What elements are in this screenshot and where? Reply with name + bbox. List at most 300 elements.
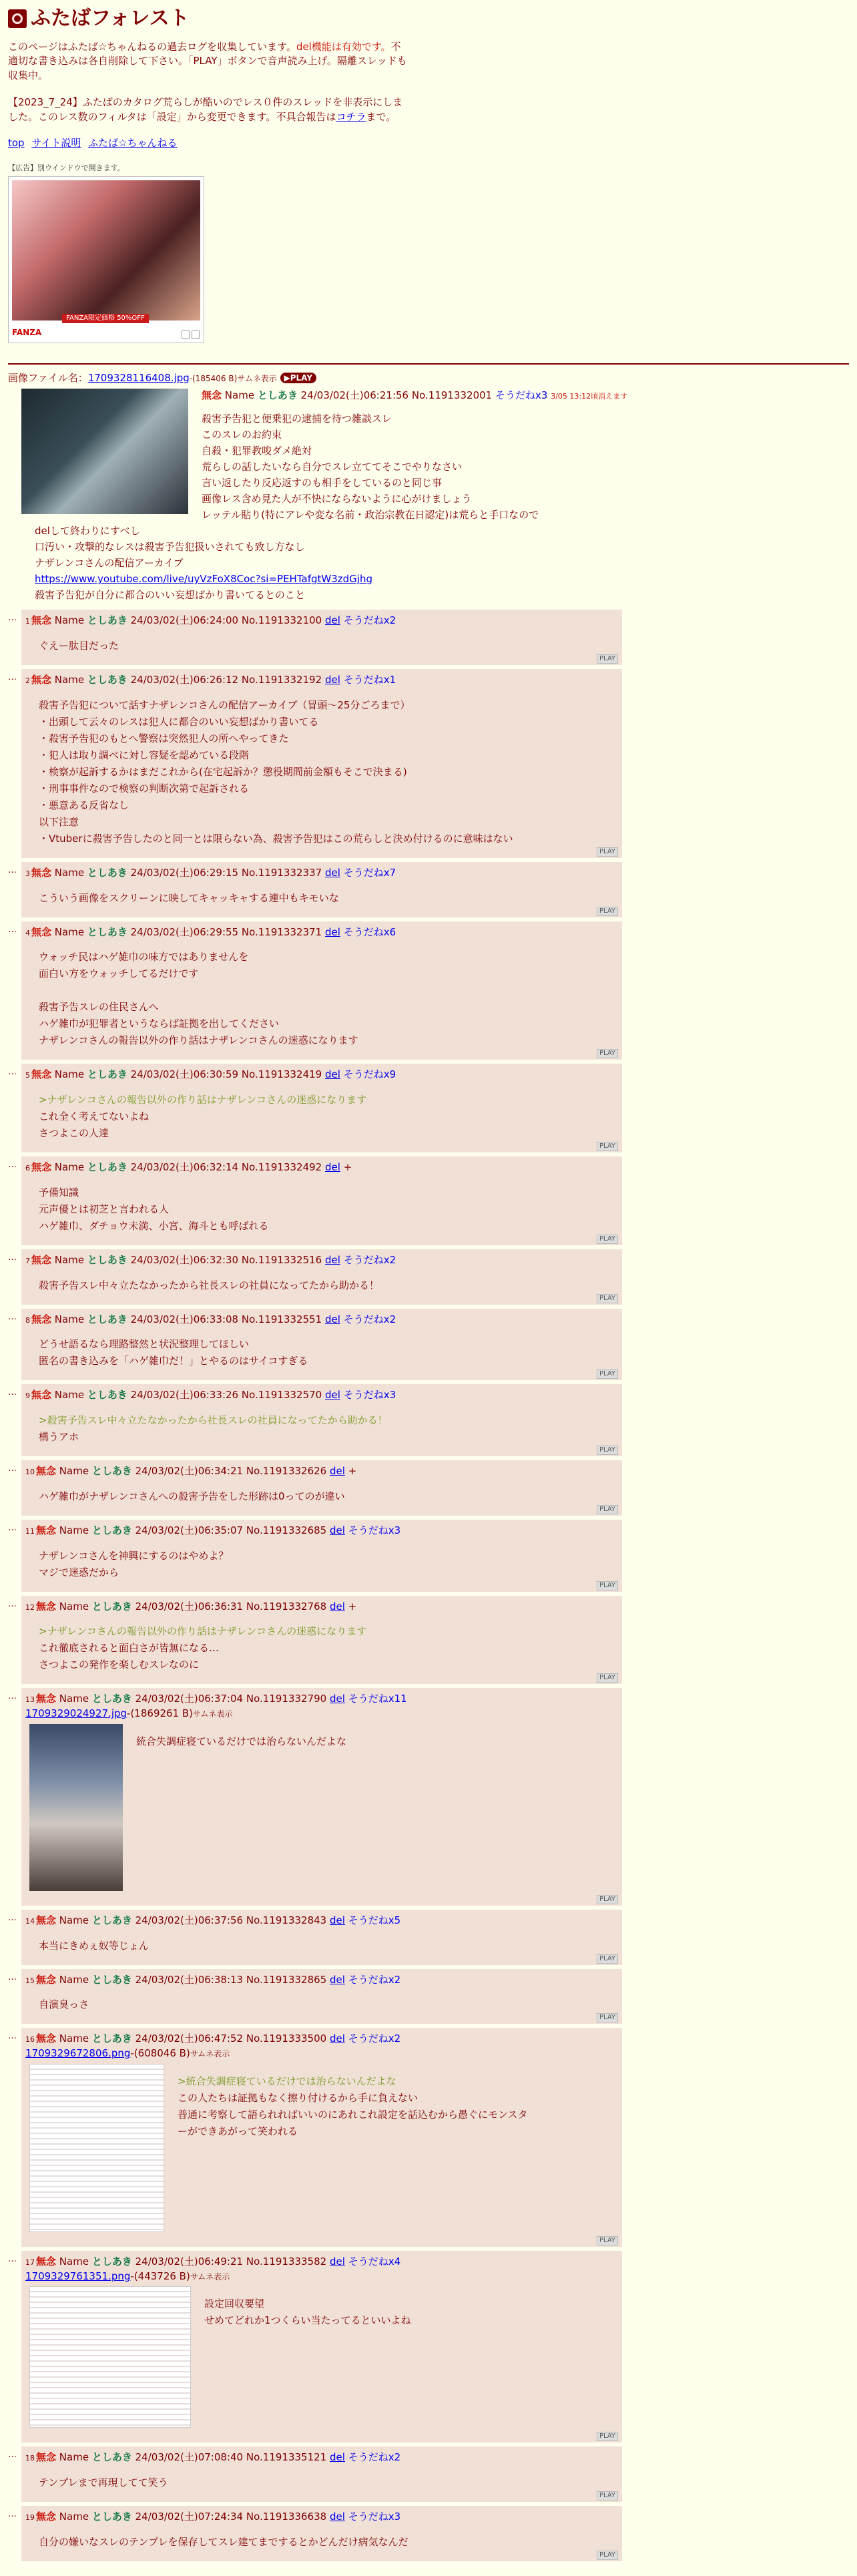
reply-body (39, 1623, 618, 1673)
reply-index: 10 (25, 1468, 35, 1477)
reply-line: 匿名の書き込みを「ハゲ雑巾だ！」とやるのはサイコすぎる (39, 1355, 308, 1367)
del-link[interactable]: del (325, 674, 340, 686)
reply-number[interactable]: No.1191332570 (241, 1389, 322, 1402)
reply-line: こういう画像をスクリーンに映してキャッキャする連中もキモいな (39, 891, 339, 904)
reply-line: 本当にきめぇ奴等じょん (39, 1939, 149, 1952)
reply-datetime: 24/03/02(土)06:29:15 (130, 866, 239, 879)
ad-image[interactable] (12, 180, 200, 320)
reply-dots: … (8, 1311, 17, 1322)
op-thumbnail[interactable] (21, 389, 188, 514)
reply (8, 1156, 849, 1245)
op-line: ナザレンコさんの配信アーカイブ (35, 557, 184, 570)
op-name-label: Name (224, 389, 255, 401)
reply-number[interactable]: No.1191332337 (241, 866, 322, 879)
reply-datetime: 24/03/02(土)06:36:31 (135, 1600, 244, 1613)
reply-name: としあき (91, 1693, 132, 1705)
reply-index: 5 (25, 1071, 30, 1080)
op-sodane[interactable]: そうだねx3 (495, 389, 548, 401)
reply-name: としあき (87, 1313, 127, 1325)
reply-thumbnail[interactable] (29, 2064, 164, 2232)
reply-line: >ナザレンコさんの報告以外の作り話はナザレンコさんの迷惑になります (39, 1625, 367, 1638)
op-body-rest (35, 523, 849, 603)
reply-datetime: 24/03/02(土)06:49:21 (135, 2255, 244, 2268)
reply-image-row (25, 1721, 618, 1895)
reply-index: 18 (25, 2454, 35, 2463)
nav-futaba-link[interactable]: ふたば☆ちゃんねる (88, 137, 178, 150)
reply-dots: … (8, 865, 17, 875)
ad-info-icon[interactable] (182, 331, 190, 339)
reply-index: 4 (25, 928, 30, 937)
reply-subject: 無念 (31, 1253, 52, 1266)
op-subject: 無念 (202, 389, 222, 401)
play-button[interactable]: PLAY (597, 1235, 618, 1244)
reply-box (21, 1384, 622, 1456)
reply-number[interactable]: No.1191332371 (241, 925, 322, 938)
reply-line: 設定回収要望 (204, 2298, 265, 2310)
reply-line: >ナザレンコさんの報告以外の作り話はナザレンコさんの迷惑になります (39, 1094, 367, 1106)
reply-number[interactable]: No.1191332551 (241, 1313, 322, 1325)
reply-line: ・検察が起訴するかはまだこれから(在宅起訴か？懲役期間前金額もそこで決まる) (39, 765, 407, 778)
sodane-button[interactable]: + (343, 1161, 352, 1174)
reply (8, 862, 849, 917)
reply-name-label: Name (54, 614, 85, 627)
reply-box (21, 1688, 622, 1906)
reply-header (25, 673, 618, 688)
sodane-button[interactable]: そうだねx3 (348, 1524, 401, 1536)
play-button[interactable]: PLAY (597, 1369, 618, 1379)
ad-close-icon[interactable] (192, 331, 200, 339)
reply-body (39, 949, 618, 1049)
reply-header (25, 2032, 618, 2047)
reply-name: としあき (91, 1914, 132, 1926)
del-link[interactable]: del (325, 1068, 340, 1081)
reply-subject: 無念 (31, 925, 52, 938)
reply-header (25, 2450, 618, 2465)
reply-dots: … (8, 1160, 17, 1170)
reply-line: ハゲ雑巾、ダチョウ未満、小宮、海斗とも呼ばれる (39, 1219, 269, 1232)
reply-body (136, 1733, 346, 1895)
reply-index: 12 (25, 1602, 35, 1612)
reply-dots: … (8, 1598, 17, 1609)
reply-subject: 無念 (31, 1161, 52, 1174)
play-button[interactable]: PLAY (597, 654, 618, 664)
sodane-button[interactable]: そうだねx2 (348, 2451, 401, 2464)
reply-datetime: 24/03/02(土)06:37:04 (135, 1693, 244, 1705)
reply (8, 2028, 849, 2247)
reply-header (25, 2510, 618, 2525)
reply-line: ーができあがって笑われる (178, 2125, 298, 2137)
reply-thumbnail[interactable] (29, 2286, 191, 2428)
reply-line: >殺害予告スレ中々立たなかったから社長スレの社員になってたから助かる！ (39, 1414, 388, 1427)
reply-line: ナザレンコさんの報告以外の作り話はナザレンコさんの迷惑になります (39, 1034, 358, 1047)
reply-subject: 無念 (31, 1068, 52, 1081)
reply-body (39, 697, 618, 847)
del-link[interactable]: del (330, 1524, 345, 1536)
reply-name-label: Name (59, 1465, 89, 1478)
reply-line: 以下注意 (39, 815, 79, 828)
reply-datetime: 24/03/02(土)06:35:07 (135, 1524, 244, 1536)
reply-thumb-note: サムネ表示 (193, 1709, 233, 1719)
ad-controls[interactable] (182, 331, 200, 339)
reply-name: としあき (91, 2511, 132, 2523)
sodane-button[interactable]: そうだねx2 (343, 1253, 396, 1266)
reply-line: ハゲ雑巾がナザレンコさんへの殺害予告をした形跡は0ってのが違い (39, 1490, 345, 1502)
reply-index: 15 (25, 1976, 35, 1985)
reply-line: ぐえー肽目だった (39, 640, 119, 652)
sodane-button[interactable]: そうだねx2 (343, 1313, 396, 1325)
reply-header (25, 866, 618, 881)
reply-line: 自演臭っさ (39, 1998, 89, 2011)
reply-line: 統合失調症寝ているだけでは治らないんだよな (136, 1735, 347, 1747)
reply-header (25, 925, 618, 940)
op-line: 言い返したり反応返すのも相手をしているのと同じ事 (202, 477, 443, 489)
reply-name: としあき (87, 925, 127, 938)
op-line: 荒らしの話したいなら自分でスレ立ててそこでやりなさい (202, 461, 463, 473)
reply-subject: 無念 (31, 614, 52, 627)
reply-line (39, 982, 618, 999)
sodane-button[interactable]: + (348, 1465, 357, 1478)
reply-name: としあき (87, 614, 127, 627)
reply-header (25, 1388, 618, 1403)
op-number[interactable]: No.1191332001 (411, 389, 493, 401)
op-expire: 3/05 13:12頃消えます (551, 391, 628, 401)
play-button[interactable]: PLAY (597, 1049, 618, 1058)
reply-index: 16 (25, 2035, 35, 2045)
reply-header (25, 1600, 618, 1615)
reply-image-row (25, 2284, 618, 2432)
reply-number[interactable]: No.1191332768 (246, 1600, 327, 1613)
sodane-button[interactable]: そうだねx3 (348, 2511, 401, 2523)
play-button[interactable]: PLAY (597, 2432, 618, 2441)
reply-datetime: 24/03/02(土)06:26:12 (130, 674, 239, 686)
sodane-button[interactable]: そうだねx7 (343, 866, 396, 879)
reply-number[interactable]: No.1191332790 (246, 1693, 327, 1705)
reply-line: ・出頭して云々のレスは犯人に都合のいい妄想ばかり書いてる (39, 715, 319, 728)
reply-body (39, 1488, 618, 1505)
site-header (8, 4, 849, 33)
play-button[interactable]: PLAY (597, 847, 618, 857)
reply-box (21, 1596, 622, 1685)
reply-number[interactable]: No.1191333500 (246, 2032, 327, 2045)
reply-header (25, 1068, 618, 1082)
reply-dots: … (8, 613, 17, 624)
op-datetime: 24/03/02(土)06:21:56 (300, 389, 409, 401)
site-title[interactable]: ふたばフォレスト (31, 7, 190, 30)
reply-dots: … (8, 1691, 17, 1702)
reply-number[interactable]: No.1191332100 (241, 614, 322, 627)
del-link[interactable]: del (325, 1161, 340, 1174)
reply-subject: 無念 (36, 1600, 57, 1613)
reply-header (25, 1914, 618, 1928)
reply-box (21, 2506, 622, 2561)
op-line: delして終わりにすべし (35, 525, 140, 538)
sodane-button[interactable]: そうだねx1 (343, 674, 396, 686)
reply-body (39, 1277, 618, 1294)
reply-datetime: 24/03/02(土)06:30:59 (130, 1068, 239, 1081)
reply-subject: 無念 (31, 1313, 52, 1325)
sodane-button[interactable]: そうだねx6 (343, 925, 396, 938)
reply-index: 3 (25, 869, 30, 878)
reply-name: としあき (87, 1389, 127, 1402)
reply-index: 13 (25, 1695, 35, 1705)
del-link[interactable]: del (325, 925, 340, 938)
op-file-line (8, 371, 849, 386)
del-link[interactable]: del (325, 866, 340, 879)
reply-line: この人たちは証拠もなく擦り付けるから手に負えない (178, 2091, 418, 2104)
sodane-button[interactable]: そうだねx5 (348, 1914, 401, 1926)
reply-line: 元声優とは初芝と言われる人 (39, 1203, 170, 1215)
reply-number[interactable]: No.1191332492 (241, 1161, 322, 1174)
reply-dots: … (8, 2031, 17, 2042)
del-link[interactable]: del (330, 1914, 345, 1926)
op-file-size: -(185406 B) (189, 373, 238, 383)
reply-name: としあき (91, 2451, 132, 2464)
reply-header (25, 1160, 618, 1175)
reply-index: 14 (25, 1916, 35, 1926)
reply-body (39, 1092, 618, 1142)
reply-datetime: 24/03/02(土)06:24:00 (130, 614, 239, 627)
reply-name-label: Name (59, 2511, 89, 2523)
ad-logo: FANZA (12, 327, 42, 337)
del-link[interactable]: del (325, 1313, 340, 1325)
site-intro (8, 40, 408, 125)
reply-box (21, 1249, 622, 1305)
reply-number[interactable]: No.1191336638 (246, 2511, 327, 2523)
reply-line: これ全く考えてないよね (39, 1110, 150, 1123)
reply-name-label: Name (54, 1313, 85, 1325)
reply-subject: 無念 (31, 1389, 52, 1402)
reply-line: 予備知識 (39, 1186, 79, 1199)
reply-dots: … (8, 1522, 17, 1533)
del-link[interactable]: del (330, 2451, 345, 2464)
play-button[interactable]: PLAY (597, 2491, 618, 2501)
reply-body (39, 890, 618, 907)
reply-line: >統合失調症寝ているだけでは治らないんだよな (178, 2075, 396, 2087)
reply-box (21, 1460, 622, 1516)
play-button[interactable]: PLAY (597, 1581, 618, 1590)
reply (8, 2251, 849, 2443)
reply-line: ナザレンコさんを神興にするのはやめよ？ (39, 1549, 229, 1562)
reply-number[interactable]: No.1191332419 (241, 1068, 322, 1081)
reply-name-label: Name (59, 1914, 89, 1926)
reply-body (39, 1185, 618, 1235)
reply-index: 19 (25, 2513, 35, 2523)
intro-del-text: del機能は有効です。 (296, 40, 391, 53)
del-link[interactable]: del (330, 1600, 345, 1613)
reply-list (8, 610, 849, 2561)
reply-name-label: Name (59, 1524, 89, 1536)
del-link[interactable]: del (325, 1389, 340, 1402)
reply-index: 17 (25, 2258, 35, 2267)
op-thumb-note: サムネ表示 (237, 373, 277, 383)
reply-line: 普通に考察して語られればいいのにあれこれ設定を話込むから愚ぐにモンスタ (178, 2108, 528, 2121)
op-post (8, 389, 849, 604)
play-button[interactable]: PLAY (597, 907, 618, 916)
reply-name: としあき (91, 1600, 132, 1613)
play-button[interactable]: PLAY (597, 1294, 618, 1303)
reply-index: 6 (25, 1164, 30, 1173)
reply-file-link[interactable]: 1709329024927.jpg (25, 1707, 127, 1720)
del-link[interactable]: del (325, 614, 340, 627)
op-line: 殺害予告犯と便乗犯の逮捕を待つ雑談スレ (202, 413, 392, 425)
reply-line: さつよこの発作を楽しむスレなのに (39, 1659, 200, 1671)
reply-header (25, 1464, 618, 1479)
reply-line: さつよこの人達 (39, 1127, 109, 1140)
reply-header (25, 1973, 618, 1988)
play-button[interactable]: PLAY (597, 2013, 618, 2022)
reply-thumbnail[interactable] (29, 1724, 123, 1891)
reply-box (21, 1969, 622, 2024)
op-line: 自殺・犯罪教唆ダメ絶対 (202, 445, 312, 457)
reply-datetime: 24/03/02(土)06:32:14 (130, 1161, 239, 1174)
reply-file-line (25, 2047, 618, 2061)
reply-subject: 無念 (36, 1524, 57, 1536)
del-link[interactable]: del (330, 1693, 345, 1705)
sodane-button[interactable]: そうだねx3 (343, 1389, 396, 1402)
reply-name: としあき (91, 1465, 132, 1478)
sodane-button[interactable]: そうだねx11 (348, 1693, 407, 1705)
reply-box (21, 2446, 622, 2502)
del-link[interactable]: del (330, 2255, 345, 2268)
reply-line: ハゲ雑巾が犯罪者というならば証拠を出してください (39, 1018, 280, 1030)
sodane-button[interactable]: そうだねx2 (348, 2032, 401, 2045)
reply (8, 2506, 849, 2561)
sodane-button[interactable]: そうだねx2 (343, 614, 396, 627)
reply-name: としあき (91, 1973, 132, 1986)
reply-box (21, 921, 622, 1060)
sodane-button[interactable]: そうだねx4 (348, 2255, 401, 2268)
site-logo-icon[interactable] (8, 9, 27, 28)
notice-text: 【2023_7_24】ふたばのカタログ荒らしが酷いのでレス０件のスレッドを非表示にしました。このレス数のフィルタは「設定」から変更できます。不具合報告は (8, 95, 403, 123)
reply-number[interactable]: No.1191332685 (246, 1524, 327, 1536)
play-button[interactable]: PLAY (597, 1895, 618, 1904)
reply-number[interactable]: No.1191332516 (241, 1253, 322, 1266)
del-link[interactable]: del (330, 2032, 345, 2045)
reply-body (204, 2296, 411, 2432)
reply-name-label: Name (54, 1253, 85, 1266)
play-button[interactable]: PLAY (597, 2551, 618, 2560)
reply-number[interactable]: No.1191332626 (246, 1465, 327, 1478)
reply-datetime: 24/03/02(土)07:24:34 (135, 2511, 244, 2523)
reply-box (21, 610, 622, 665)
nav-top-link[interactable]: top (8, 137, 25, 150)
sodane-button[interactable]: そうだねx2 (348, 1973, 401, 1986)
reply-body (39, 1548, 618, 1581)
reply-body (39, 1996, 618, 2013)
reply-index: 2 (25, 676, 30, 686)
reply-name: としあき (87, 1161, 127, 1174)
reply-name-label: Name (54, 866, 85, 879)
reply-number[interactable]: No.1191332865 (246, 1973, 327, 1986)
reply-datetime: 24/03/02(土)06:29:55 (130, 925, 239, 938)
reply-dots: … (8, 2450, 17, 2460)
reply-file-link[interactable]: 1709329761351.png (25, 2270, 131, 2282)
reply-line: テンプレまで再現してて笑う (39, 2477, 168, 2489)
reply-dots: … (8, 2509, 17, 2520)
reply-index: 11 (25, 1526, 35, 1536)
reply-file-line (25, 2270, 618, 2284)
play-button[interactable]: PLAY (597, 1673, 618, 1683)
reply-subject: 無念 (31, 866, 52, 879)
del-link[interactable]: del (330, 1973, 345, 1986)
nav-links (8, 136, 849, 151)
op-line: このスレのお約束 (202, 429, 282, 441)
reply-line: ・Vtuberに殺害予告したのと同一とは限らない為、殺害予告犯はこの荒らしと決め付けるのに意味はない (39, 832, 513, 845)
ad-banner[interactable] (8, 176, 204, 343)
reply (8, 1910, 849, 1965)
reply (8, 921, 849, 1060)
reply-name-label: Name (54, 1161, 85, 1174)
reply (8, 1384, 849, 1456)
reply (8, 1596, 849, 1685)
op-youtube-link[interactable]: https://www.youtube.com/live/uyVzFoX8Coc?si=PEHTafgtW3zdGjhg (35, 573, 372, 586)
reply-line: ・殺害予告犯のもとへ警察は突然犯人の所へやってきた (39, 732, 289, 744)
reply-name-label: Name (59, 1600, 89, 1613)
file-label: 画像ファイル名： (8, 371, 88, 384)
report-link[interactable]: コチラ (336, 110, 366, 123)
reply-name: としあき (87, 674, 127, 686)
reply-body (39, 1336, 618, 1369)
reply-box (21, 1064, 622, 1152)
del-link[interactable]: del (330, 2511, 345, 2523)
reply-number[interactable]: No.1191332843 (246, 1914, 327, 1926)
sodane-button[interactable]: + (348, 1600, 357, 1613)
del-link[interactable]: del (330, 1465, 345, 1478)
reply-header (25, 1313, 618, 1327)
sodane-button[interactable]: そうだねx9 (343, 1068, 396, 1081)
reply-header (25, 2255, 618, 2270)
reply-box (21, 2251, 622, 2443)
reply-line: ・犯人は取り調べに対し容疑を認めている段階 (39, 748, 250, 761)
reply-dots: … (8, 672, 17, 683)
reply-line: せめてどれか1つくらい当たってるといいよね (204, 2314, 411, 2327)
op-line: 画像レス含め見た人が不快にならないように心がけましょう (202, 493, 472, 505)
reply-number[interactable]: No.1191335121 (246, 2451, 327, 2464)
reply-line: マジで迷惑だから (39, 1566, 119, 1578)
play-button[interactable]: PLAY (597, 1954, 618, 1964)
reply-name: としあき (91, 1524, 132, 1536)
reply-datetime: 24/03/02(土)07:08:40 (135, 2451, 244, 2464)
reply-datetime: 24/03/02(土)06:32:30 (130, 1253, 239, 1266)
play-button[interactable]: PLAY (597, 1142, 618, 1151)
reply-file-link[interactable]: 1709329672806.png (25, 2047, 131, 2060)
reply-header (25, 1524, 618, 1538)
ad-label: 【広告】別ウインドウで開きます。 (8, 164, 125, 172)
op-line: レッテル貼り(特にアレや変な名前・政治宗教在日認定)は荒らと手口なので (202, 509, 539, 521)
reply-datetime: 24/03/02(土)06:37:56 (135, 1914, 244, 1926)
nav-about-link[interactable]: サイト説明 (31, 137, 81, 150)
reply-line: 自分の嫌いなスレのテンプレを保存してスレ建てまでするとかどんだけ病気なんだ (39, 2535, 408, 2548)
reply-number[interactable]: No.1191333582 (246, 2255, 327, 2268)
reply-number[interactable]: No.1191332192 (241, 674, 322, 686)
play-button[interactable]: PLAY (597, 1505, 618, 1514)
reply-name: としあき (87, 1068, 127, 1081)
op-file-link[interactable]: 1709328116408.jpg (87, 371, 190, 384)
reply-name-label: Name (59, 1973, 89, 1986)
reply-image-row (25, 2061, 618, 2236)
reply-index: 8 (25, 1315, 30, 1325)
play-button[interactable]: PLAY (597, 1446, 618, 1455)
reply-name-label: Name (54, 1068, 85, 1081)
play-button[interactable]: PLAY (597, 2236, 618, 2245)
op-play-button[interactable]: ▶PLAY (280, 373, 317, 383)
reply-line: 殺害予告犯について話すナザレンコさんの配信アーカイブ（冒頭〜25分ごろまで） (39, 698, 410, 711)
reply-subject: 無念 (36, 1914, 57, 1926)
intro-text: このページはふたば☆ちゃんねるの過去ログを収集しています。 (8, 40, 296, 53)
del-link[interactable]: del (325, 1253, 340, 1266)
reply-line: どうせ語るなら理路整然と状況整理してほしい (39, 1338, 250, 1351)
reply-subject: 無念 (31, 674, 52, 686)
